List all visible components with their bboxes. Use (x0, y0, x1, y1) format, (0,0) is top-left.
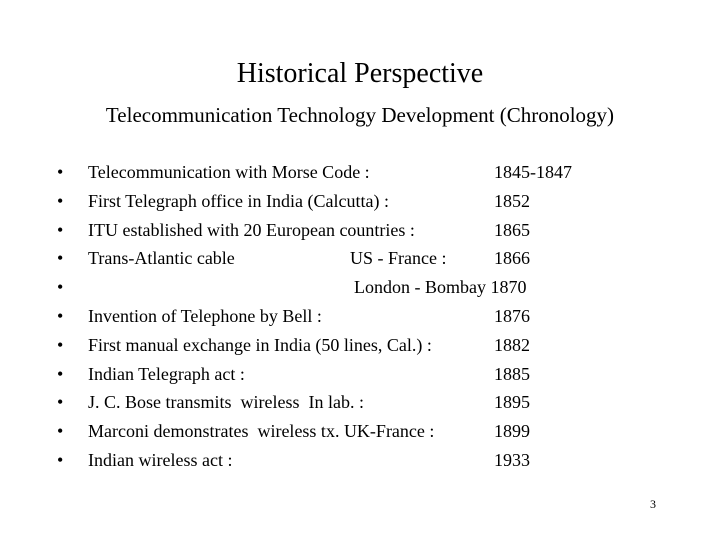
event-text: Telecommunication with Morse Code : (88, 162, 370, 182)
page-number: 3 (650, 497, 656, 511)
event-date: 1899 (494, 421, 530, 442)
bullet-icon: • (57, 219, 64, 240)
chronology-list (0, 158, 720, 475)
bullet-icon: • (57, 421, 64, 442)
bullet-icon: • (57, 392, 64, 413)
event-date: 1852 (494, 190, 530, 211)
event-route: London - Bombay 1870 (354, 277, 527, 298)
event-text: Indian Telegraph act : (88, 363, 245, 384)
bullet-icon: • (57, 248, 64, 269)
bullet-icon: • (57, 162, 64, 182)
event-date: 1866 (494, 248, 530, 269)
event-date: 1876 (494, 305, 530, 326)
event-text: First manual exchange in India (50 lines, Cal.) : (88, 334, 432, 355)
list-item (0, 158, 720, 187)
slide-subtitle: Telecommunication Technology Development (Chronology) (105, 103, 615, 127)
event-text: Trans-Atlantic cable (88, 248, 235, 269)
event-text: First Telegraph office in India (Calcutta) : (88, 190, 389, 211)
event-text: Invention of Telephone by Bell : (88, 305, 322, 326)
event-text: Marconi demonstrates wireless tx. UK-France : (88, 421, 435, 442)
bullet-icon: • (57, 190, 64, 211)
list-item (0, 331, 720, 360)
bullet-icon: • (57, 363, 64, 384)
event-date: 1882 (494, 334, 530, 355)
event-date: 1845-1847 (494, 162, 572, 182)
event-date: 1885 (494, 363, 530, 384)
event-text: Indian wireless act : (88, 449, 233, 470)
event-date: 1865 (494, 219, 530, 240)
event-date: 1895 (494, 392, 530, 413)
event-date: 1933 (494, 449, 530, 470)
bullet-icon: • (57, 334, 64, 355)
bullet-icon: • (57, 305, 64, 326)
bullet-icon: • (57, 277, 64, 298)
list-item (0, 216, 720, 245)
slide-title: Historical Perspective (236, 58, 484, 89)
list-item (0, 388, 720, 417)
list-item (0, 273, 720, 302)
list-item (0, 302, 720, 331)
event-route: US - France : (350, 248, 447, 269)
list-item (0, 417, 720, 446)
list-item (0, 446, 720, 475)
event-text: ITU established with 20 European countries : (88, 219, 415, 240)
list-item (0, 187, 720, 216)
bullet-icon: • (57, 449, 64, 470)
list-item (0, 244, 720, 273)
event-text: J. C. Bose transmits wireless In lab. : (88, 392, 364, 413)
list-item (0, 360, 720, 389)
